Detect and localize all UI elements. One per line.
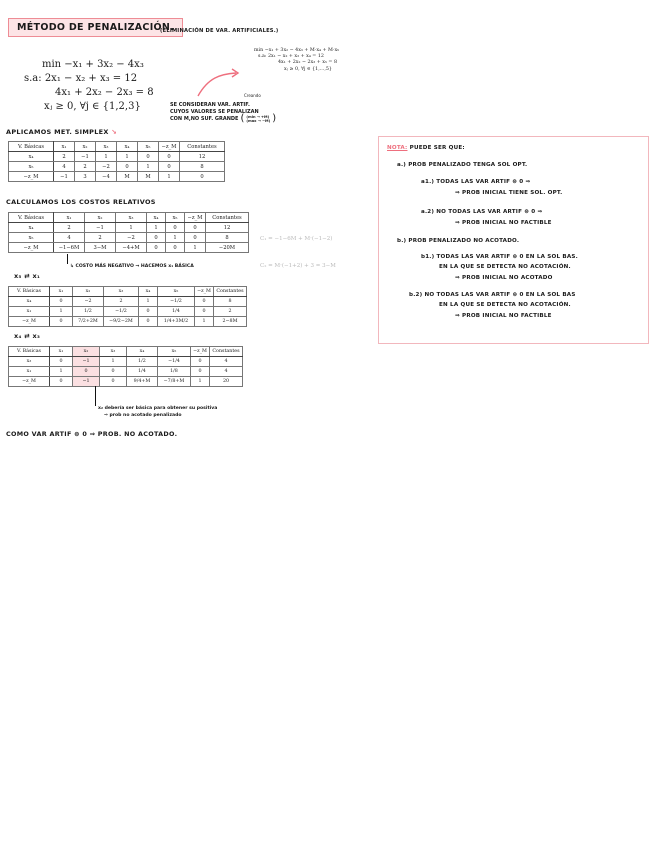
- arrow-right-icon: ↳: [70, 264, 76, 269]
- penalized-constraint-2: 4x₁ + 2x₂ − 2x₃ + x₅ = 8: [278, 60, 337, 66]
- side-formula-1: C₁ = −1−6M + M·(−1−2): [260, 236, 333, 242]
- header-cell: x₂: [75, 142, 96, 152]
- table-cell: x₄: [9, 297, 50, 307]
- table-cell: −1: [54, 172, 75, 182]
- note-case-a: a.) PROB PENALIZADO TENGA SOL OPT.: [397, 162, 528, 168]
- table-row: [9, 162, 225, 172]
- tableau-2: [8, 212, 249, 253]
- header-cell: x₁: [54, 142, 75, 152]
- table-cell: −4: [96, 172, 117, 182]
- table-cell: 12: [180, 152, 225, 162]
- header-cell: x₅: [158, 287, 195, 297]
- table-cell: 2: [85, 233, 116, 243]
- penalized-caption: Creando: [244, 93, 261, 98]
- table-cell: 0: [139, 317, 158, 327]
- table-cell: 4: [54, 162, 75, 172]
- table-cell: 1: [159, 172, 180, 182]
- tableau-4: [8, 346, 243, 387]
- table-cell: 1: [147, 223, 166, 233]
- page-subtitle: (ELIMINACIÓN DE VAR. ARTIFICIALES.): [160, 28, 279, 34]
- swap-label-2: x₄ ⇄ x₃: [14, 332, 41, 340]
- penalized-objective: min −x₁ + 3x₂ − 4x₃ + M·x₄ + M·x₅: [254, 48, 340, 53]
- table-cell: 1: [50, 367, 73, 377]
- table-cell: 2: [214, 307, 247, 317]
- section-heading-costs: CALCULAMOS LOS COSTOS RELATIVOS: [6, 198, 156, 206]
- table-cell: 0: [180, 172, 225, 182]
- table-cell: 4: [54, 233, 85, 243]
- table-cell: 0: [159, 152, 180, 162]
- table-cell: M: [117, 172, 138, 182]
- table4-note-line2: ⇒ prob no acotado penalizado: [104, 413, 182, 418]
- table-cell: 4: [210, 367, 243, 377]
- table-row: [9, 223, 249, 233]
- note-case-b2-result: ⇒ PROB INICIAL NO FACTIBLE: [455, 313, 552, 319]
- table-cell: 0: [166, 223, 185, 233]
- table-cell: −7/8+M: [158, 377, 191, 387]
- table-cell: x₄: [9, 152, 54, 162]
- table-cell: −1: [85, 223, 116, 233]
- header-cell: −z_M: [159, 142, 180, 152]
- tableau-1: [8, 141, 225, 182]
- table-cell: 0: [185, 233, 206, 243]
- artif-note-line2: CUYOS VALORES SE PENALIZAN: [170, 108, 259, 115]
- table-cell: x₄: [9, 223, 54, 233]
- table-cell: 0: [100, 367, 127, 377]
- penalized-problem: [254, 48, 339, 73]
- artif-note-line3: CON M,NO SUF. GRANDE: [170, 115, 239, 122]
- header-cell: V. Básicas: [9, 142, 54, 152]
- pencil-arrow-icon: ↘: [111, 128, 118, 136]
- note-case-a2-result: ⇒ PROB INICIAL NO FACTIBLE: [455, 220, 552, 226]
- table-cell: 1: [195, 317, 214, 327]
- table-cell: 0: [195, 297, 214, 307]
- table-cell: 1: [166, 233, 185, 243]
- header-cell: x₄: [127, 347, 158, 357]
- table-header-row: [9, 347, 243, 357]
- conclusion: COMO VAR ARTIF ⊜ 0 ⇒ PROB. NO ACOTADO.: [6, 430, 178, 438]
- table-cell: 2: [54, 152, 75, 162]
- table-header-row: [9, 142, 225, 152]
- table-cell: 8: [214, 297, 247, 307]
- table-cell: 0: [50, 357, 73, 367]
- table-row: [9, 317, 247, 327]
- header-cell: x₅: [138, 142, 159, 152]
- table-row: [9, 377, 243, 387]
- table-cell: 0: [100, 377, 127, 387]
- table-cell: 1: [185, 243, 206, 253]
- table-cell: x₅: [9, 162, 54, 172]
- bracket-close-icon: ): [272, 112, 277, 124]
- tableau-3: [8, 286, 247, 327]
- section-heading-simplex: [6, 128, 117, 136]
- table-cell: 1: [50, 307, 73, 317]
- table-cell: 0: [191, 367, 210, 377]
- table-cell: −z_M: [9, 243, 54, 253]
- table-cell: −z_M: [9, 317, 50, 327]
- note-case-b2-line1: b.2) NO TODAS LAS VAR ARTIF ⊜ 0 EN LA SOL BAS: [409, 292, 576, 298]
- header-cell: V. Básicas: [9, 213, 54, 223]
- problem-constraint-2: 4x₁ + 2x₂ − 2x₃ = 8: [55, 87, 154, 98]
- table-cell: 0: [50, 297, 73, 307]
- header-cell: x₃: [100, 347, 127, 357]
- header-cell: x₁: [50, 347, 73, 357]
- table-row: [9, 152, 225, 162]
- bracket-top: (min → +M): [246, 115, 270, 119]
- problem-nonneg: xⱼ ≥ 0, ∀j ∈ {1,2,3}: [44, 101, 141, 112]
- table-row: [9, 233, 249, 243]
- header-cell: Constantes: [214, 287, 247, 297]
- bracket-open-icon: (: [240, 112, 245, 124]
- table-cell: 0: [50, 317, 73, 327]
- note-case-a1-result: ⇒ PROB INICIAL TIENE SOL. OPT.: [455, 190, 563, 196]
- table-row: [9, 367, 243, 377]
- table-cell: 1/8: [158, 367, 191, 377]
- swap-label-1: x₅ ⇄ x₁: [14, 272, 41, 280]
- table-cell: 0: [159, 162, 180, 172]
- header-cell: V. Básicas: [9, 347, 50, 357]
- header-cell: x₁: [50, 287, 73, 297]
- note-intro: PUEDE SER QUE:: [409, 145, 465, 151]
- penalized-constraint-1: s.a: 2x₁ − x₂ + x₃ + x₄ = 12: [258, 54, 324, 60]
- note-case-b1-line1: b1.) TODAS LAS VAR ARTIF ⊜ 0 EN LA SOL BAS.: [421, 254, 578, 260]
- table-cell: −1: [73, 377, 100, 387]
- curved-arrow-icon: [196, 64, 246, 104]
- table-cell: 8: [180, 162, 225, 172]
- table-cell: x₃: [9, 357, 50, 367]
- header-cell: x₅: [158, 347, 191, 357]
- table-cell: x₁: [9, 307, 50, 317]
- table-cell: M: [138, 172, 159, 182]
- table-cell: −1−6M: [54, 243, 85, 253]
- table-row: [9, 243, 249, 253]
- header-cell: x₂: [85, 213, 116, 223]
- table-cell: 0: [73, 367, 100, 377]
- table-cell: 2: [104, 297, 139, 307]
- table-cell: −1: [73, 357, 100, 367]
- header-cell: Constantes: [180, 142, 225, 152]
- table-row: [9, 172, 225, 182]
- artif-note-line1: SE CONSIDERAN VAR. ARTIF.: [170, 102, 250, 108]
- table-cell: 1: [191, 377, 210, 387]
- header-cell: x₄: [147, 213, 166, 223]
- note-case-a1: a1.) TODAS LAS VAR ARTIF ⊜ 0 ⇒: [421, 179, 531, 185]
- table2-note-text: COSTO MÁS NEGATIVO → HACEMOS x₁ BÁSICA: [75, 264, 194, 269]
- table-cell: 12: [206, 223, 249, 233]
- table-cell: 1: [117, 152, 138, 162]
- table-cell: 0: [117, 162, 138, 172]
- note-case-b: b.) PROB PENALIZADO NO ACOTADO.: [397, 238, 520, 244]
- problem-objective: min −x₁ + 3x₂ − 4x₃: [42, 59, 144, 70]
- table-cell: −4+M: [116, 243, 147, 253]
- header-cell: Constantes: [210, 347, 243, 357]
- table-cell: 1: [100, 357, 127, 367]
- table-cell: 0: [50, 377, 73, 387]
- artif-note: [170, 102, 276, 123]
- table2-note: [70, 264, 194, 271]
- table-row: [9, 307, 247, 317]
- table-cell: 1: [138, 162, 159, 172]
- section-heading-simplex-text: APLICAMOS MET. SIMPLEX: [6, 128, 109, 136]
- original-problem: [24, 58, 154, 114]
- table-cell: 1/2: [127, 357, 158, 367]
- header-cell: −z_M: [195, 287, 214, 297]
- table-cell: −2: [73, 297, 104, 307]
- table-cell: 1/4+3M/2: [158, 317, 195, 327]
- table-cell: −2: [96, 162, 117, 172]
- problem-constraint-1: s.a: 2x₁ − x₂ + x₃ = 12: [24, 73, 138, 84]
- table-cell: 3: [75, 172, 96, 182]
- table-cell: −1/2: [158, 297, 195, 307]
- table-cell: 2−8M: [214, 317, 247, 327]
- table-cell: 0: [147, 233, 166, 243]
- header-cell: V. Básicas: [9, 287, 50, 297]
- pointer-line: [67, 254, 68, 264]
- table-cell: 0: [195, 307, 214, 317]
- note-box: [378, 136, 649, 344]
- pointer-line-2: [95, 386, 96, 406]
- header-cell: x₃: [116, 213, 147, 223]
- table-cell: 1: [96, 152, 117, 162]
- note-label: NOTA:: [387, 145, 408, 151]
- header-cell: x₃: [104, 287, 139, 297]
- table-cell: −1/2: [104, 307, 139, 317]
- table-cell: 1: [116, 223, 147, 233]
- bracket-bottom: (max → −M): [246, 119, 271, 124]
- table-cell: 0: [139, 307, 158, 317]
- table-cell: −2: [116, 233, 147, 243]
- table-cell: 0: [185, 223, 206, 233]
- note-case-b2-line2: EN LA QUE SE DETECTA NO ACOTACIÓN.: [439, 302, 571, 308]
- table-cell: −z_M: [9, 172, 54, 182]
- penalized-nonneg: xⱼ ≥ 0, ∀j ∈ {1,...,5}: [284, 66, 332, 72]
- table-cell: −20M: [206, 243, 249, 253]
- header-cell: −z_M: [185, 213, 206, 223]
- table-cell: −1: [75, 152, 96, 162]
- table-header-row: [9, 287, 247, 297]
- table-cell: x₁: [9, 367, 50, 377]
- table-cell: 0: [147, 243, 166, 253]
- table-cell: 0: [166, 243, 185, 253]
- table-cell: 1/4: [127, 367, 158, 377]
- table-cell: 7/2+2M: [73, 317, 104, 327]
- table-cell: 4: [210, 357, 243, 367]
- header-cell: x₁: [54, 213, 85, 223]
- header-cell: x₂: [73, 287, 104, 297]
- side-formula-2: C₂ = M·(−1+2) + 3 = 3−M: [260, 263, 336, 269]
- table-cell: 9/4+M: [127, 377, 158, 387]
- table-cell: 0: [191, 357, 210, 367]
- table4-note: [98, 405, 217, 419]
- page-title: MÉTODO DE PENALIZACIÓN.: [8, 18, 183, 37]
- header-cell: x₄: [117, 142, 138, 152]
- header-cell: −z_M: [191, 347, 210, 357]
- header-cell: x₄: [139, 287, 158, 297]
- header-cell: x₃: [96, 142, 117, 152]
- table-cell: −1/4: [158, 357, 191, 367]
- header-cell: Constantes: [206, 213, 249, 223]
- table4-note-line1: x₂ debería ser básica para obtener su positiva: [98, 406, 218, 411]
- table-cell: −z_M: [9, 377, 50, 387]
- table-row: [9, 357, 243, 367]
- table-cell: 2: [54, 223, 85, 233]
- table-cell: −9/2−2M: [104, 317, 139, 327]
- note-case-b1-line2: EN LA QUE SE DETECTA NO ACOTACIÓN.: [439, 264, 571, 270]
- table-row: [9, 297, 247, 307]
- note-case-b1-result: ⇒ PROB INICIAL NO ACOTADO: [455, 275, 553, 281]
- header-cell: x₂: [73, 347, 100, 357]
- table-cell: 1/2: [73, 307, 104, 317]
- table-cell: 2: [75, 162, 96, 172]
- table-cell: 8: [206, 233, 249, 243]
- note-case-a2: a.2) NO TODAS LAS VAR ARTIF ⊜ 0 ⇒: [421, 209, 543, 215]
- table-header-row: [9, 213, 249, 223]
- header-cell: x₅: [166, 213, 185, 223]
- table-cell: 1/4: [158, 307, 195, 317]
- table-cell: x₅: [9, 233, 54, 243]
- table-cell: 1: [139, 297, 158, 307]
- table-cell: 3−M: [85, 243, 116, 253]
- table-cell: 20: [210, 377, 243, 387]
- table-cell: 0: [138, 152, 159, 162]
